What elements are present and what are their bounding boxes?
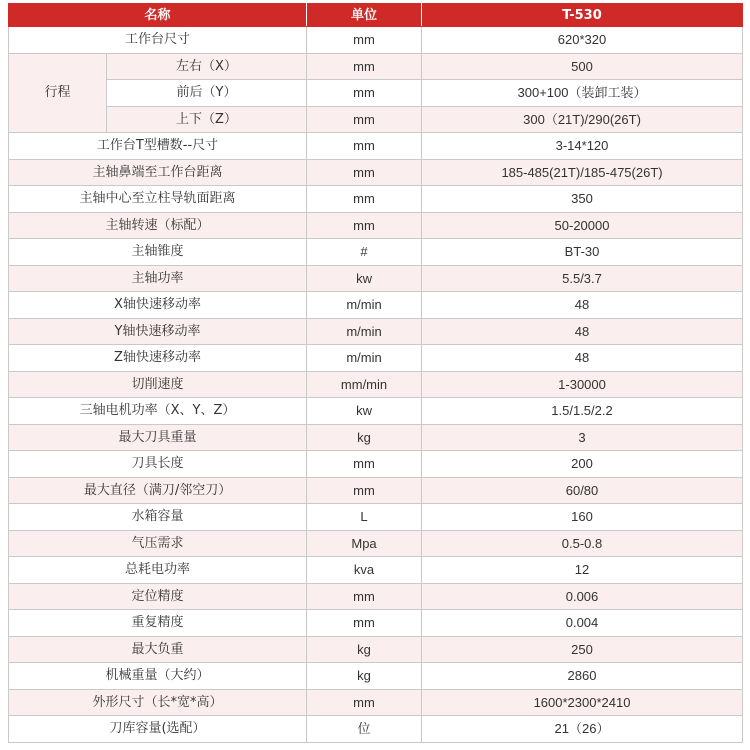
- row-value: 350: [422, 186, 743, 213]
- row-name: 最大负重: [9, 636, 307, 663]
- row-name: X轴快速移动率: [9, 292, 307, 319]
- table-row: [9, 557, 743, 584]
- row-value: 620*320: [422, 27, 743, 54]
- row-value: 1-30000: [422, 371, 743, 398]
- travel-group-label: 行程: [9, 53, 107, 133]
- table-row: [9, 239, 743, 266]
- row-name: 主轴锥度: [9, 239, 307, 266]
- row-unit: kva: [307, 557, 422, 584]
- row-unit: #: [307, 239, 422, 266]
- row-name: 左右（X）: [107, 53, 307, 80]
- row-name: 气压需求: [9, 530, 307, 557]
- row-value: 300（21T)/290(26T): [422, 106, 743, 133]
- row-value: 160: [422, 504, 743, 531]
- row-value: 1600*2300*2410: [422, 689, 743, 716]
- table-row: [9, 80, 743, 107]
- row-name: 主轴鼻端至工作台距离: [9, 159, 307, 186]
- row-name: 外形尺寸（长*宽*高）: [9, 689, 307, 716]
- row-value: 21（26）: [422, 716, 743, 743]
- header-model: T-530: [422, 4, 743, 27]
- row-value: 0.006: [422, 583, 743, 610]
- table-row: [9, 292, 743, 319]
- row-name: 水箱容量: [9, 504, 307, 531]
- row-name: 工作台T型槽数--尺寸: [9, 133, 307, 160]
- table-row: [9, 610, 743, 637]
- table-row: [9, 636, 743, 663]
- row-unit: mm: [307, 53, 422, 80]
- row-name: 切削速度: [9, 371, 307, 398]
- table-row: [9, 424, 743, 451]
- row-unit: kg: [307, 424, 422, 451]
- row-value: 48: [422, 292, 743, 319]
- row-unit: mm: [307, 477, 422, 504]
- table-row: [9, 663, 743, 690]
- row-name: 前后（Y）: [107, 80, 307, 107]
- row-unit: mm: [307, 27, 422, 54]
- row-unit: mm: [307, 186, 422, 213]
- row-value: 185-485(21T)/185-475(26T): [422, 159, 743, 186]
- header-name: 名称: [9, 4, 307, 27]
- row-unit: mm: [307, 133, 422, 160]
- row-value: 500: [422, 53, 743, 80]
- table-row: [9, 530, 743, 557]
- table-row: [9, 504, 743, 531]
- table-header: [9, 4, 743, 27]
- row-unit: kw: [307, 265, 422, 292]
- table-row: [9, 212, 743, 239]
- row-value: 48: [422, 318, 743, 345]
- table-row: [9, 186, 743, 213]
- row-value: 0.5-0.8: [422, 530, 743, 557]
- row-value: 3-14*120: [422, 133, 743, 160]
- row-unit: mm: [307, 689, 422, 716]
- row-name: 上下（Z）: [107, 106, 307, 133]
- table-row: [9, 371, 743, 398]
- row-unit: m/min: [307, 345, 422, 372]
- header-unit: 单位: [307, 4, 422, 27]
- table-row: [9, 133, 743, 160]
- table-body: [9, 27, 743, 743]
- row-value: 50-20000: [422, 212, 743, 239]
- table-row: [9, 265, 743, 292]
- row-name: 三轴电机功率（X、Y、Z）: [9, 398, 307, 425]
- row-unit: 位: [307, 716, 422, 743]
- row-value: 200: [422, 451, 743, 478]
- row-name: Y轴快速移动率: [9, 318, 307, 345]
- row-name: 主轴中心至立柱导轨面距离: [9, 186, 307, 213]
- row-name: 总耗电功率: [9, 557, 307, 584]
- row-unit: mm: [307, 610, 422, 637]
- row-unit: L: [307, 504, 422, 531]
- row-name: 机械重量（大约）: [9, 663, 307, 690]
- row-value: 3: [422, 424, 743, 451]
- row-name: 刀具长度: [9, 451, 307, 478]
- row-unit: kw: [307, 398, 422, 425]
- table-row: [9, 106, 743, 133]
- row-unit: m/min: [307, 292, 422, 319]
- table-row: [9, 318, 743, 345]
- row-unit: mm: [307, 212, 422, 239]
- row-value: 12: [422, 557, 743, 584]
- row-unit: kg: [307, 663, 422, 690]
- table-row: [9, 159, 743, 186]
- table-row: [9, 477, 743, 504]
- row-value: BT-30: [422, 239, 743, 266]
- table-row: [9, 451, 743, 478]
- row-name: 定位精度: [9, 583, 307, 610]
- table-row: [9, 53, 743, 80]
- table-row: [9, 689, 743, 716]
- spec-table: [8, 3, 743, 743]
- row-unit: m/min: [307, 318, 422, 345]
- row-unit: mm: [307, 80, 422, 107]
- row-value: 1.5/1.5/2.2: [422, 398, 743, 425]
- row-unit: mm/min: [307, 371, 422, 398]
- row-value: 48: [422, 345, 743, 372]
- row-unit: kg: [307, 636, 422, 663]
- row-name: 工作台尺寸: [9, 27, 307, 54]
- row-value: 300+100（装卸工装）: [422, 80, 743, 107]
- row-name: 主轴功率: [9, 265, 307, 292]
- row-unit: mm: [307, 451, 422, 478]
- table-row: [9, 398, 743, 425]
- row-value: 60/80: [422, 477, 743, 504]
- table-row: [9, 345, 743, 372]
- row-unit: mm: [307, 159, 422, 186]
- row-unit: mm: [307, 106, 422, 133]
- row-value: 0.004: [422, 610, 743, 637]
- row-name: 重复精度: [9, 610, 307, 637]
- row-value: 2860: [422, 663, 743, 690]
- row-unit: mm: [307, 583, 422, 610]
- row-name: 主轴转速（标配）: [9, 212, 307, 239]
- row-value: 5.5/3.7: [422, 265, 743, 292]
- row-unit: Mpa: [307, 530, 422, 557]
- row-value: 250: [422, 636, 743, 663]
- table-row: [9, 583, 743, 610]
- row-name: 刀库容量(选配）: [9, 716, 307, 743]
- table-row: [9, 716, 743, 743]
- row-name: Z轴快速移动率: [9, 345, 307, 372]
- table-row: [9, 27, 743, 54]
- row-name: 最大刀具重量: [9, 424, 307, 451]
- row-name: 最大直径（满刀/邻空刀）: [9, 477, 307, 504]
